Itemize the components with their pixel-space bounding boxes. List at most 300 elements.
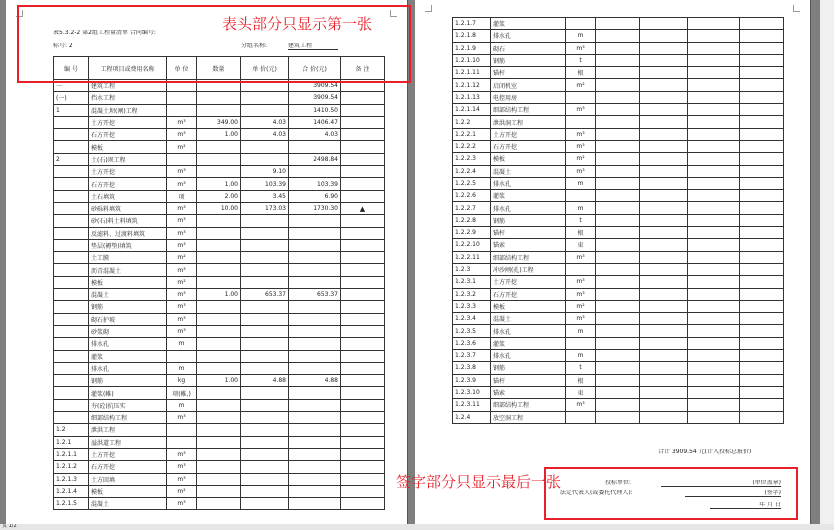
table-row xyxy=(54,350,385,362)
table-cell xyxy=(640,313,688,325)
page-indicator: 页 1/2 xyxy=(2,524,17,529)
table-cell: 土方回填 xyxy=(89,473,167,485)
table-cell xyxy=(688,300,740,312)
table-cell xyxy=(566,411,596,423)
table-cell: 夯(砼)抗压实 xyxy=(89,399,167,411)
table-cell: m² xyxy=(566,79,596,91)
table-cell xyxy=(54,276,89,288)
table-cell xyxy=(197,141,241,153)
table-cell xyxy=(197,301,241,313)
table-cell xyxy=(640,288,688,300)
table-title: 表5.3.2-2 第2组工程量清单 合同编号: xyxy=(53,30,156,36)
vertical-scrollbar[interactable] xyxy=(820,0,834,524)
table-cell xyxy=(197,276,241,288)
table-cell xyxy=(740,67,784,79)
table-cell xyxy=(740,140,784,152)
table-row xyxy=(54,461,385,473)
table-cell: 灌浆 xyxy=(491,190,566,202)
table-cell: m xyxy=(566,30,596,42)
table-cell: 1.2.1.13 xyxy=(453,91,491,103)
table-cell xyxy=(341,227,385,239)
table-cell: m³ xyxy=(566,140,596,152)
section-number: 标号: 2 xyxy=(53,43,73,49)
table-cell: 1.2.2.4 xyxy=(453,165,491,177)
table-cell: 束 xyxy=(566,239,596,251)
table-row xyxy=(453,288,784,300)
table-row xyxy=(453,116,784,128)
table-cell xyxy=(289,215,341,227)
table-cell: 模板 xyxy=(89,485,167,497)
table-cell: 1.2.1.1 xyxy=(54,448,89,460)
table-cell xyxy=(54,215,89,227)
table-cell: 1.2.2.5 xyxy=(453,177,491,189)
table-cell xyxy=(640,165,688,177)
table-cell: 1.2.1.9 xyxy=(453,42,491,54)
table-row xyxy=(453,153,784,165)
table-cell: m³ xyxy=(167,313,197,325)
table-cell xyxy=(54,252,89,264)
table-row xyxy=(54,264,385,276)
column-header: 单 价(元) xyxy=(241,57,289,80)
table-cell: 排水孔 xyxy=(491,177,566,189)
table-cell xyxy=(566,190,596,202)
table-cell xyxy=(640,116,688,128)
table-cell: 1.00 xyxy=(197,375,241,387)
table-cell: 钢筋 xyxy=(89,301,167,313)
table-cell: m³ xyxy=(167,166,197,178)
table-row xyxy=(54,129,385,141)
column-header: 合 价(元) xyxy=(289,57,341,80)
table-cell xyxy=(341,129,385,141)
table-cell xyxy=(640,251,688,263)
table-cell xyxy=(241,92,289,104)
table-cell: 细部结构工程 xyxy=(491,399,566,411)
table-cell: 1406.47 xyxy=(289,116,341,128)
table-cell xyxy=(197,313,241,325)
table-cell xyxy=(740,128,784,140)
table-cell xyxy=(341,153,385,165)
table-cell: m² xyxy=(167,276,197,288)
table-cell xyxy=(688,350,740,362)
table-row xyxy=(453,350,784,362)
table-cell xyxy=(740,18,784,30)
table-cell xyxy=(640,263,688,275)
table-cell xyxy=(341,178,385,190)
table-cell xyxy=(54,129,89,141)
table-cell xyxy=(341,387,385,399)
crop-mark xyxy=(793,5,800,12)
table-cell xyxy=(740,251,784,263)
table-cell xyxy=(740,153,784,165)
table-cell: m² xyxy=(167,141,197,153)
table-cell xyxy=(688,325,740,337)
table-cell xyxy=(167,92,197,104)
table-cell xyxy=(640,411,688,423)
table-cell: m³ xyxy=(167,473,197,485)
table-cell xyxy=(289,313,341,325)
table-cell xyxy=(341,276,385,288)
table-cell xyxy=(740,313,784,325)
table-cell: 173.03 xyxy=(241,202,289,214)
table-cell: 1.2.1.3 xyxy=(54,473,89,485)
table-row xyxy=(54,375,385,387)
table-cell: 沥青混凝土 xyxy=(89,264,167,276)
table-cell xyxy=(596,362,640,374)
table-cell: m³ xyxy=(167,289,197,301)
table-cell: 1.2.2.2 xyxy=(453,140,491,152)
table-cell xyxy=(688,399,740,411)
table-cell xyxy=(740,116,784,128)
table-row xyxy=(54,190,385,202)
table-cell xyxy=(197,239,241,251)
column-header: 工程项目或费用名称 xyxy=(89,57,167,80)
table-row xyxy=(54,448,385,460)
table-cell: 建筑工程 xyxy=(89,80,167,92)
table-cell xyxy=(197,362,241,374)
table-cell: 石方开挖 xyxy=(89,461,167,473)
table-cell xyxy=(640,350,688,362)
table-cell xyxy=(640,239,688,251)
column-header: 数量 xyxy=(197,57,241,80)
table-cell xyxy=(341,104,385,116)
table-cell: 1.2.1.14 xyxy=(453,104,491,116)
table-cell xyxy=(197,252,241,264)
table-cell xyxy=(197,264,241,276)
table-row xyxy=(453,30,784,42)
table-cell xyxy=(640,386,688,398)
table-row xyxy=(54,473,385,485)
table-cell xyxy=(241,473,289,485)
table-row xyxy=(54,289,385,301)
table-cell xyxy=(197,424,241,436)
table-cell xyxy=(341,498,385,510)
column-header: 备 注 xyxy=(341,57,385,80)
table-cell: m³ xyxy=(566,399,596,411)
table-cell xyxy=(241,436,289,448)
table-cell: 排水孔 xyxy=(491,202,566,214)
table-cell: 3.45 xyxy=(241,190,289,202)
table-cell xyxy=(197,166,241,178)
table-cell xyxy=(241,153,289,165)
table-cell: 1.2.3 xyxy=(453,263,491,275)
table-cell: 模板 xyxy=(89,141,167,153)
table-cell: 1.2.1.11 xyxy=(453,67,491,79)
table-cell xyxy=(740,239,784,251)
group-label: 分组名称: xyxy=(241,43,268,49)
table-cell xyxy=(688,42,740,54)
table-cell xyxy=(740,79,784,91)
table-row xyxy=(453,251,784,263)
table-cell: m² xyxy=(566,300,596,312)
table-cell: 1 xyxy=(54,104,89,116)
table-cell: 土方开挖 xyxy=(89,166,167,178)
table-cell: 细部结构工程 xyxy=(491,104,566,116)
status-bar xyxy=(0,524,834,530)
table-cell xyxy=(596,104,640,116)
table-cell xyxy=(197,412,241,424)
table-cell: 1.2.3.2 xyxy=(453,288,491,300)
table-cell xyxy=(289,166,341,178)
table-cell: 1.2.1.2 xyxy=(54,461,89,473)
table-cell xyxy=(596,239,640,251)
table-cell xyxy=(596,251,640,263)
agent-label: 法定代表人(或委托代理人): xyxy=(560,490,633,496)
table-cell: 4.88 xyxy=(289,375,341,387)
table-cell xyxy=(167,436,197,448)
table-cell: 一 xyxy=(54,80,89,92)
table-cell xyxy=(688,374,740,386)
group-value: 建筑工程 xyxy=(288,43,338,50)
table-cell: 混凝土 xyxy=(89,498,167,510)
table-cell xyxy=(289,461,341,473)
table-cell: 1.2.2.3 xyxy=(453,153,491,165)
table-row xyxy=(54,498,385,510)
table-row xyxy=(453,104,784,116)
table-cell xyxy=(688,54,740,66)
table-row xyxy=(453,276,784,288)
table-cell xyxy=(596,411,640,423)
table-cell: 石方开挖 xyxy=(89,129,167,141)
table-cell: 1.2.2.8 xyxy=(453,214,491,226)
table-cell xyxy=(740,386,784,398)
table-cell: 1.2.2.7 xyxy=(453,202,491,214)
table-row xyxy=(453,399,784,411)
table-cell xyxy=(341,424,385,436)
table-cell xyxy=(289,448,341,460)
table-cell: 混凝土 xyxy=(89,289,167,301)
table-cell: 放空洞工程 xyxy=(491,411,566,423)
column-header: 单 位 xyxy=(167,57,197,80)
table-cell: 1.2.2.10 xyxy=(453,239,491,251)
table-cell xyxy=(640,140,688,152)
table-cell xyxy=(341,436,385,448)
table-cell: m³ xyxy=(167,325,197,337)
table-row xyxy=(453,300,784,312)
table-cell: 4.88 xyxy=(241,375,289,387)
table-cell: m xyxy=(566,325,596,337)
table-cell xyxy=(289,252,341,264)
table-cell: m xyxy=(566,177,596,189)
table-cell xyxy=(740,276,784,288)
table-cell xyxy=(688,79,740,91)
table-cell xyxy=(54,178,89,190)
table-row xyxy=(54,301,385,313)
table-row xyxy=(54,387,385,399)
table-row xyxy=(453,386,784,398)
table-cell: m³ xyxy=(167,215,197,227)
table-cell xyxy=(566,337,596,349)
table-cell xyxy=(289,338,341,350)
table-row xyxy=(54,227,385,239)
table-cell xyxy=(341,141,385,153)
table-cell: 1.00 xyxy=(197,129,241,141)
table-row xyxy=(54,92,385,104)
table-cell xyxy=(640,91,688,103)
table-cell: 根 xyxy=(566,227,596,239)
table-cell xyxy=(688,288,740,300)
table-cell xyxy=(54,399,89,411)
table-cell xyxy=(197,153,241,165)
table-cell xyxy=(341,325,385,337)
table-cell xyxy=(596,42,640,54)
table-cell xyxy=(596,263,640,275)
table-cell: 2 xyxy=(54,153,89,165)
table-cell xyxy=(740,263,784,275)
table-cell xyxy=(640,202,688,214)
table-cell xyxy=(688,362,740,374)
table-cell: t xyxy=(566,54,596,66)
table-row xyxy=(54,202,385,214)
table-cell xyxy=(596,313,640,325)
table-cell: 排水孔 xyxy=(491,325,566,337)
table-row xyxy=(453,54,784,66)
table-cell xyxy=(54,362,89,374)
table-cell xyxy=(596,300,640,312)
table-cell xyxy=(688,276,740,288)
table-cell xyxy=(241,325,289,337)
table-cell xyxy=(566,18,596,30)
table-cell: 1.2.1.12 xyxy=(453,79,491,91)
table-cell xyxy=(640,214,688,226)
table-cell: 电控用房 xyxy=(491,91,566,103)
table-cell: m³ xyxy=(167,202,197,214)
table-cell xyxy=(596,116,640,128)
bill-of-quantities-table xyxy=(53,56,385,510)
table-cell xyxy=(54,313,89,325)
table-cell xyxy=(740,42,784,54)
table-cell xyxy=(197,485,241,497)
table-row xyxy=(453,165,784,177)
table-cell xyxy=(688,140,740,152)
table-row xyxy=(453,411,784,423)
table-cell: m³ xyxy=(566,313,596,325)
table-cell: 土(石)坝工程 xyxy=(89,153,167,165)
table-cell xyxy=(341,252,385,264)
table-cell: m³ xyxy=(167,412,197,424)
table-cell xyxy=(289,473,341,485)
signature-highlight-box xyxy=(544,467,798,520)
table-row xyxy=(453,190,784,202)
crop-mark xyxy=(425,5,432,12)
table-cell xyxy=(341,461,385,473)
table-cell: 垫层(褥垫)填筑 xyxy=(89,239,167,251)
table-cell: m³ xyxy=(566,288,596,300)
table-row xyxy=(453,362,784,374)
table-cell xyxy=(341,116,385,128)
table-cell xyxy=(640,362,688,374)
table-cell: 1.2.1.7 xyxy=(453,18,491,30)
table-cell xyxy=(341,264,385,276)
table-cell: 2498.84 xyxy=(289,153,341,165)
table-cell xyxy=(241,239,289,251)
table-cell xyxy=(688,411,740,423)
table-cell xyxy=(688,116,740,128)
table-row xyxy=(453,313,784,325)
table-cell xyxy=(197,227,241,239)
table-cell: 1.2 xyxy=(54,424,89,436)
table-cell: m³ xyxy=(167,239,197,251)
table-cell: 排水孔 xyxy=(491,350,566,362)
table-cell xyxy=(596,18,640,30)
table-cell: m xyxy=(566,202,596,214)
table-cell xyxy=(596,30,640,42)
table-row xyxy=(453,42,784,54)
table-cell: 1.00 xyxy=(197,289,241,301)
table-cell xyxy=(566,263,596,275)
table-cell xyxy=(740,411,784,423)
table-cell: m² xyxy=(566,153,596,165)
table-cell xyxy=(341,362,385,374)
table-row xyxy=(453,140,784,152)
table-cell: 4.03 xyxy=(289,129,341,141)
table-cell: 1.2.2 xyxy=(453,116,491,128)
table-cell: m xyxy=(167,338,197,350)
table-cell: m² xyxy=(167,485,197,497)
table-cell: 灌浆 xyxy=(491,337,566,349)
table-cell xyxy=(640,54,688,66)
table-cell xyxy=(596,190,640,202)
table-cell: 1.2.1.8 xyxy=(453,30,491,42)
header-annotation: 表头部分只显示第一张 xyxy=(222,15,373,33)
table-cell xyxy=(241,412,289,424)
table-cell: 653.37 xyxy=(289,289,341,301)
table-cell xyxy=(596,227,640,239)
table-cell xyxy=(289,325,341,337)
table-cell xyxy=(740,30,784,42)
table-cell xyxy=(688,153,740,165)
table-cell xyxy=(167,104,197,116)
table-cell: 砌石护坡 xyxy=(89,313,167,325)
table-cell xyxy=(640,67,688,79)
table-row xyxy=(54,399,385,411)
table-row xyxy=(453,325,784,337)
table-cell: 细部结构工程 xyxy=(491,251,566,263)
table-cell: 排水孔 xyxy=(89,338,167,350)
table-cell: kg xyxy=(167,375,197,387)
table-cell: m³ xyxy=(566,276,596,288)
table-cell xyxy=(596,128,640,140)
table-cell xyxy=(197,498,241,510)
table-row xyxy=(54,436,385,448)
table-cell xyxy=(197,325,241,337)
table-cell xyxy=(596,165,640,177)
table-cell xyxy=(241,387,289,399)
table-cell xyxy=(740,202,784,214)
table-cell xyxy=(289,276,341,288)
table-cell xyxy=(54,301,89,313)
table-cell xyxy=(241,227,289,239)
bill-of-quantities-table-continued xyxy=(452,17,784,424)
table-cell xyxy=(640,30,688,42)
table-cell xyxy=(596,276,640,288)
table-row xyxy=(54,276,385,288)
table-cell xyxy=(740,350,784,362)
agent-signature-line: (签字) xyxy=(685,490,781,497)
table-row xyxy=(453,177,784,189)
table-cell: 4.03 xyxy=(241,129,289,141)
table-cell xyxy=(54,375,89,387)
table-cell xyxy=(289,227,341,239)
table-cell: 项(帷,) xyxy=(167,387,197,399)
table-cell xyxy=(596,67,640,79)
table-cell xyxy=(341,399,385,411)
table-cell xyxy=(289,239,341,251)
table-cell: 泄洪工程 xyxy=(89,424,167,436)
table-cell xyxy=(341,301,385,313)
table-cell: 锚杆 xyxy=(491,374,566,386)
table-cell xyxy=(688,239,740,251)
table-cell xyxy=(640,128,688,140)
